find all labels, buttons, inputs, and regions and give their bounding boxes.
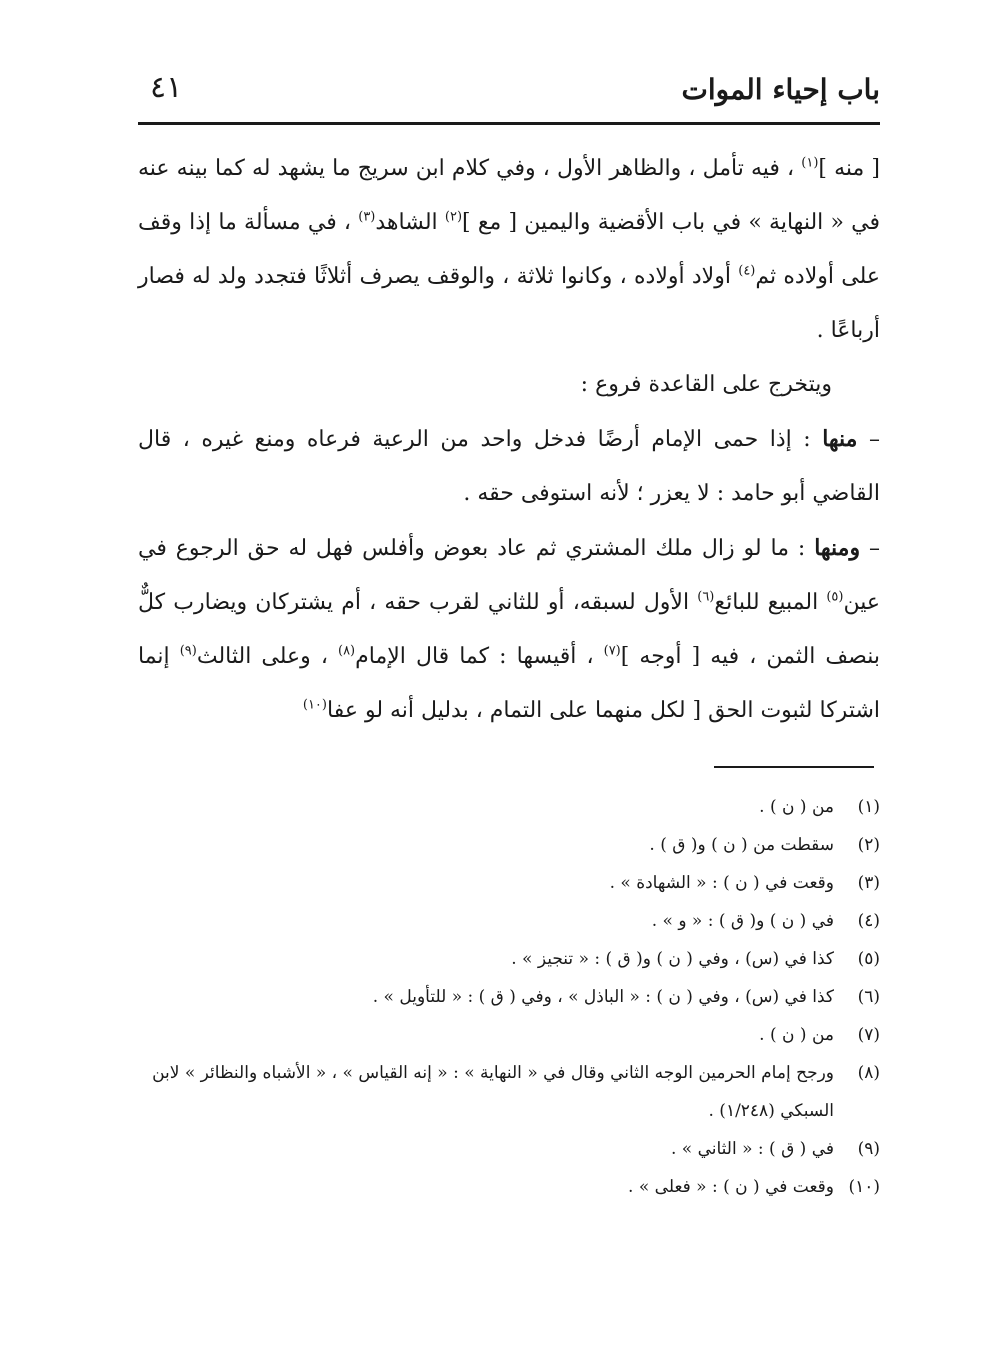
footnote-number: (٦) — [857, 987, 880, 1007]
footnote-ref-10[interactable]: (١٠) — [302, 697, 327, 713]
footnote-text: سقطت من ( ن ) و( ق ) . — [649, 835, 834, 855]
footnote-ref-2[interactable]: (٢) — [444, 209, 463, 225]
footnote-number: (٨) — [857, 1063, 880, 1083]
footnote-item — [138, 1130, 880, 1168]
footnote-item — [138, 978, 880, 1016]
footnote-ref-7[interactable]: (٧) — [603, 643, 621, 659]
main-text — [138, 142, 880, 738]
footnote-item — [138, 1054, 880, 1130]
text-run: إنما اشتركا لثبوت الحق [ لكل منهما على التمام ، بدليل أنه لو عفا — [138, 644, 880, 723]
footnote-number: (٥) — [857, 949, 880, 969]
text-run: : إذا حمى الإمام أرضًا فدخل واحد من الرعية فرعاه ومنع غيره ، قال القاضي أبو حامد : لا يعزر ؛ لأنه استوفى حقه . — [138, 427, 880, 506]
footnote-ref-3[interactable]: (٣) — [358, 209, 376, 225]
footnote-text: كذا في (س) ، وفي ( ن ) : « الباذل » ، وفي ( ق ) : « للتأويل » . — [372, 987, 834, 1007]
dash-marker: – — [857, 427, 880, 452]
lead-word: ومنها — [814, 535, 861, 561]
footnote-number: (٤) — [857, 911, 880, 931]
footnote-number: (٧) — [857, 1025, 880, 1045]
footnote-text: كذا في (س) ، وفي ( ن ) و( ق ) : « تنجيز » . — [511, 949, 834, 969]
footnote-number: (٣) — [857, 873, 880, 893]
footnote-number: (١٠) — [848, 1177, 880, 1197]
chapter-title: باب إحياء الموات — [681, 73, 880, 106]
paragraph-4 — [138, 521, 880, 738]
footnote-item — [138, 864, 880, 902]
text-run: المبيع للبائع — [714, 590, 827, 615]
footnote-divider — [714, 766, 874, 768]
lead-word: منها — [822, 426, 858, 452]
footnote-ref-1[interactable]: (١) — [801, 155, 819, 171]
text-run: الأول لسبقه، أو للثاني لقرب حقه ، أم يشتركان ويضارب كلٌّ بنصف الثمن ، فيه [ أوجه ] — [138, 590, 880, 669]
footnote-item — [138, 826, 880, 864]
text-run: ، فيه تأمل ، والظاهر الأول ، وفي كلام ابن سريج ما يشهد له كما بينه عنه في « النهاية » في باب الأقضية واليمين [ مع ] — [138, 156, 881, 235]
footnote-text: وقعت في ( ن ) : « فعلى » . — [628, 1177, 834, 1197]
footnote-text: من ( ن ) . — [759, 1025, 834, 1045]
footnote-text: في ( ن ) و( ق ) : « و » . — [651, 911, 834, 931]
page-number: ٤١ — [150, 70, 183, 105]
footnote-item — [138, 1016, 880, 1054]
footnote-number: (١) — [857, 797, 880, 817]
footnote-ref-5[interactable]: (٥) — [826, 589, 844, 605]
footnote-text: من ( ن ) . — [759, 797, 834, 817]
footnote-number: (٩) — [857, 1139, 880, 1159]
footnote-item — [138, 902, 880, 940]
footnote-text: في ( ق ) : « الثاني » . — [670, 1139, 834, 1159]
footnote-ref-9[interactable]: (٩) — [179, 643, 197, 659]
text-run: : ما لو زال ملك المشتري ثم عاد بعوض وأفلس فهل له حق الرجوع في عين — [138, 536, 880, 615]
footnote-item — [138, 1168, 880, 1206]
text-run: ، في مسألة ما إذا وقف على أولاده ثم — [138, 210, 881, 289]
text-run: الشاهد — [375, 210, 445, 235]
footnote-item — [138, 940, 880, 978]
page-header — [138, 62, 880, 116]
paragraph-3 — [138, 412, 880, 521]
text-run: أولاد أولاده ، وكانوا ثلاثة ، والوقف يصرف أثلاثًا فتجدد ولد له فصار أرباعًا . — [138, 264, 880, 343]
paragraph-2: ويتخرج على القاعدة فروع : — [580, 372, 832, 397]
footnote-ref-8[interactable]: (٨) — [337, 643, 356, 659]
dash-marker: – — [860, 536, 880, 561]
footnote-text: ورجح إمام الحرمين الوجه الثاني وقال في « النهاية » : « إنه القياس » ، « الأشباه والنظائر » لابن السبكي (١/٢٤٨) . — [152, 1063, 834, 1121]
footnote-ref-4[interactable]: (٤) — [738, 263, 756, 279]
text-run: ، وعلى الثالث — [196, 644, 338, 669]
footnote-number: (٢) — [857, 835, 880, 855]
text-run: [ منه ] — [818, 156, 880, 181]
footnote-item — [138, 788, 880, 826]
header-divider — [138, 122, 880, 125]
footnotes-list — [138, 788, 880, 1206]
text-run: ، أقيسها : كما قال الإمام — [355, 644, 604, 669]
footnote-text: وقعت في ( ن ) : « الشهادة » . — [609, 873, 834, 893]
paragraph-1 — [138, 142, 880, 358]
footnote-ref-6[interactable]: (٦) — [697, 589, 715, 605]
